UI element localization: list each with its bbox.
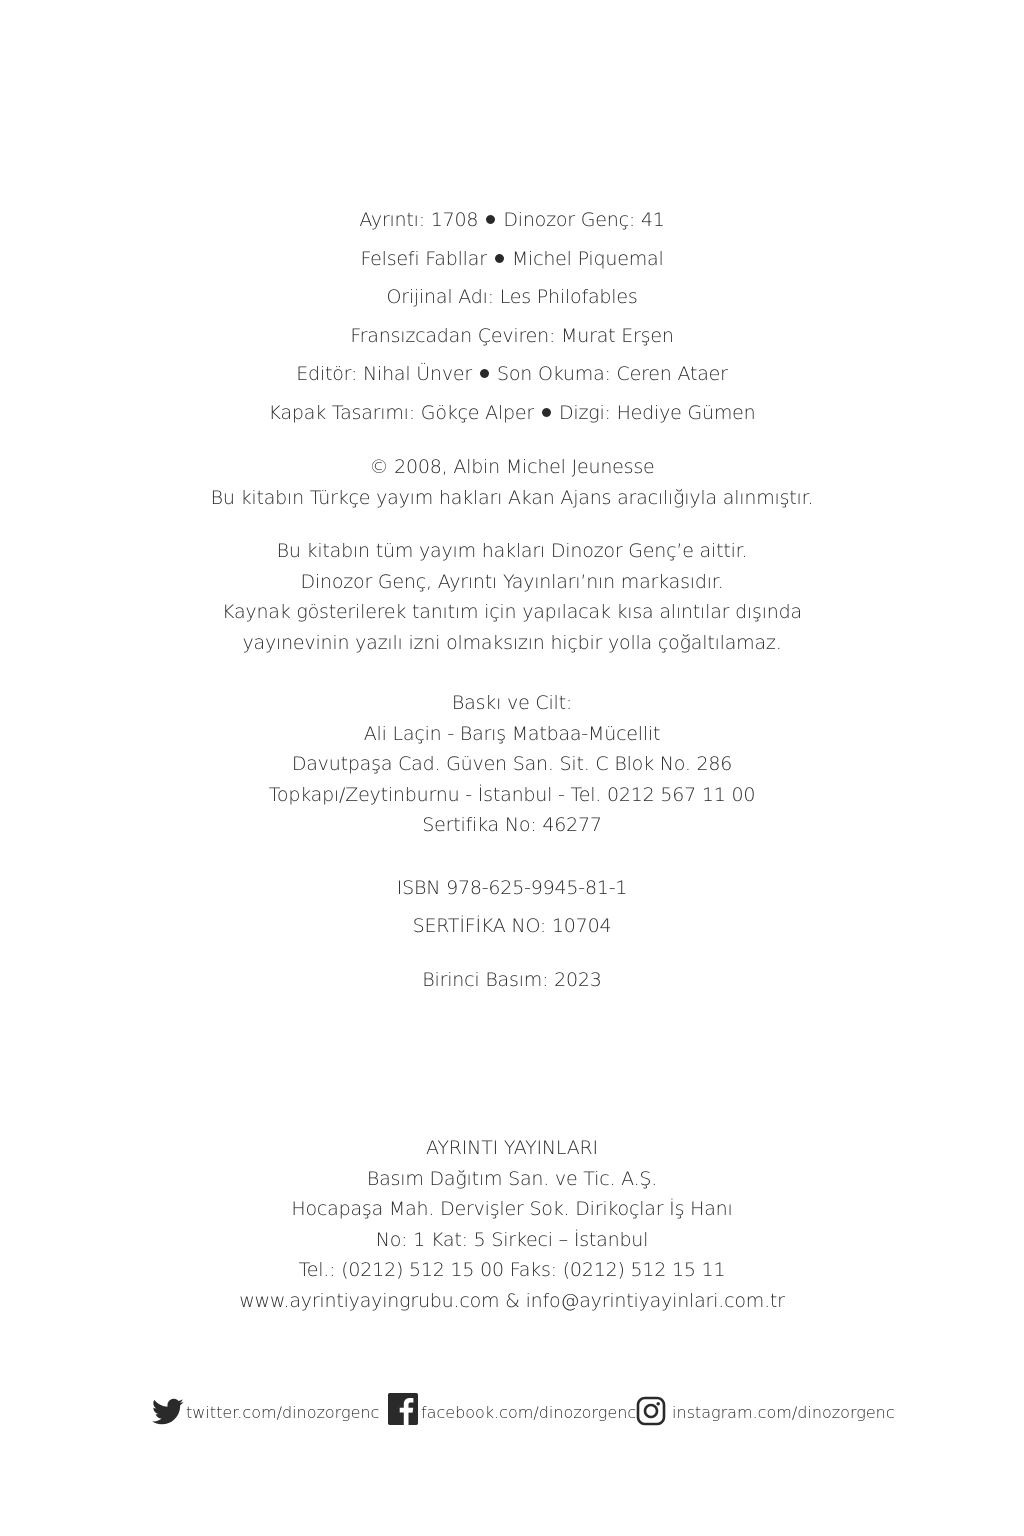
copyright-notice bbox=[0, 452, 1024, 513]
cover-designer: Kapak Tasarımı: Gökçe Alper bbox=[268, 401, 534, 424]
series-number: Ayrıntı: 1708 bbox=[359, 209, 479, 231]
edition-line: Birinci Basım: 2023 bbox=[422, 969, 602, 991]
facebook-url: facebook.com/dinozorgenc bbox=[421, 1403, 637, 1422]
typesetter: Dizgi: Hediye Gümen bbox=[558, 401, 756, 424]
editor-line bbox=[0, 355, 1024, 394]
bullet-separator bbox=[542, 408, 551, 417]
social-links bbox=[0, 1386, 1024, 1426]
publisher-address-city: No: 1 Kat: 5 Sirkeci – İstanbul bbox=[375, 1228, 649, 1251]
rights-line: Kaynak gösterilerek tanıtım için yapılacak kısa alıntılar dışında bbox=[222, 601, 802, 623]
title-author-line bbox=[0, 240, 1024, 279]
book-credits bbox=[0, 201, 1024, 433]
bullet-separator bbox=[486, 215, 495, 224]
imprint-number: Dinozor Genç: 41 bbox=[503, 209, 665, 231]
twitter-bird-icon bbox=[152, 1398, 184, 1426]
isbn-block bbox=[0, 869, 1024, 945]
instagram-url: instagram.com/dinozorgenc bbox=[672, 1403, 895, 1422]
printer-address: Davutpaşa Cad. Güven San. Sit. C Blok No. 286 bbox=[291, 753, 733, 775]
instagram-link[interactable] bbox=[636, 1386, 895, 1426]
printer-city-phone: Topkapı/Zeytinburnu - İstanbul - Tel. 0212 567 11 00 bbox=[268, 783, 756, 806]
edition-block bbox=[0, 961, 1024, 999]
printing-heading: Baskı ve Cilt: bbox=[451, 692, 573, 714]
book-title: Felsefi Fabllar bbox=[360, 247, 487, 270]
twitter-url: twitter.com/dinozorgenc bbox=[186, 1403, 380, 1422]
bullet-separator bbox=[495, 254, 504, 263]
publisher-name: AYRINTI YAYINLARI bbox=[426, 1137, 598, 1159]
editor: Editör: Nihal Ünver bbox=[296, 363, 472, 386]
rights-line: Dinozor Genç, Ayrıntı Yayınları’nın markasıdır. bbox=[300, 570, 724, 593]
copyright-line: © 2008, Albin Michel Jeunesse bbox=[369, 456, 655, 478]
publisher-info bbox=[0, 1133, 1024, 1316]
printer-certificate: Sertifika No: 46277 bbox=[422, 814, 602, 836]
rights-line: yayınevinin yazılı izni olmaksızın hiçbir yolla çoğaltılamaz. bbox=[242, 631, 782, 654]
publisher-company: Basım Dağıtım San. ve Tic. A.Ş. bbox=[366, 1167, 658, 1190]
series-line bbox=[0, 201, 1024, 240]
bullet-separator bbox=[480, 369, 489, 378]
facebook-f-icon bbox=[387, 1392, 419, 1426]
printing-info bbox=[0, 688, 1024, 841]
instagram-camera-icon bbox=[636, 1396, 666, 1426]
proofreader: Son Okuma: Ceren Ataer bbox=[496, 363, 728, 386]
facebook-link[interactable] bbox=[387, 1386, 636, 1426]
publisher-address: Hocapaşa Mah. Dervişler Sok. Dirikoçlar İş Hanı bbox=[291, 1198, 733, 1220]
publisher-certificate: SERTİFİKA NO: 10704 bbox=[412, 915, 612, 937]
publisher-phone-fax: Tel.: (0212) 512 15 00 Faks: (0212) 512 15 11 bbox=[298, 1259, 726, 1281]
rights-acquisition-line: Bu kitabın Türkçe yayım hakları Akan Ajans aracılığıyla alınmıştır. bbox=[210, 486, 814, 509]
rights-line: Bu kitabın tüm yayım hakları Dinozor Genç’e aittir. bbox=[276, 540, 748, 562]
rights-statement bbox=[0, 536, 1024, 658]
translator: Fransızcadan Çeviren: Murat Erşen bbox=[350, 324, 674, 347]
original-title: Orijinal Adı: Les Philofables bbox=[386, 286, 638, 309]
printer-name: Ali Laçin - Barış Matbaa-Mücellit bbox=[363, 722, 661, 745]
book-author: Michel Piquemal bbox=[511, 247, 664, 270]
design-line bbox=[0, 394, 1024, 433]
twitter-link[interactable] bbox=[152, 1386, 379, 1426]
publisher-web-email: www.ayrintiyayingrubu.com & info@ayrintiyayinlari.com.tr bbox=[239, 1289, 785, 1312]
isbn-number: ISBN 978-625-9945-81-1 bbox=[396, 877, 628, 899]
